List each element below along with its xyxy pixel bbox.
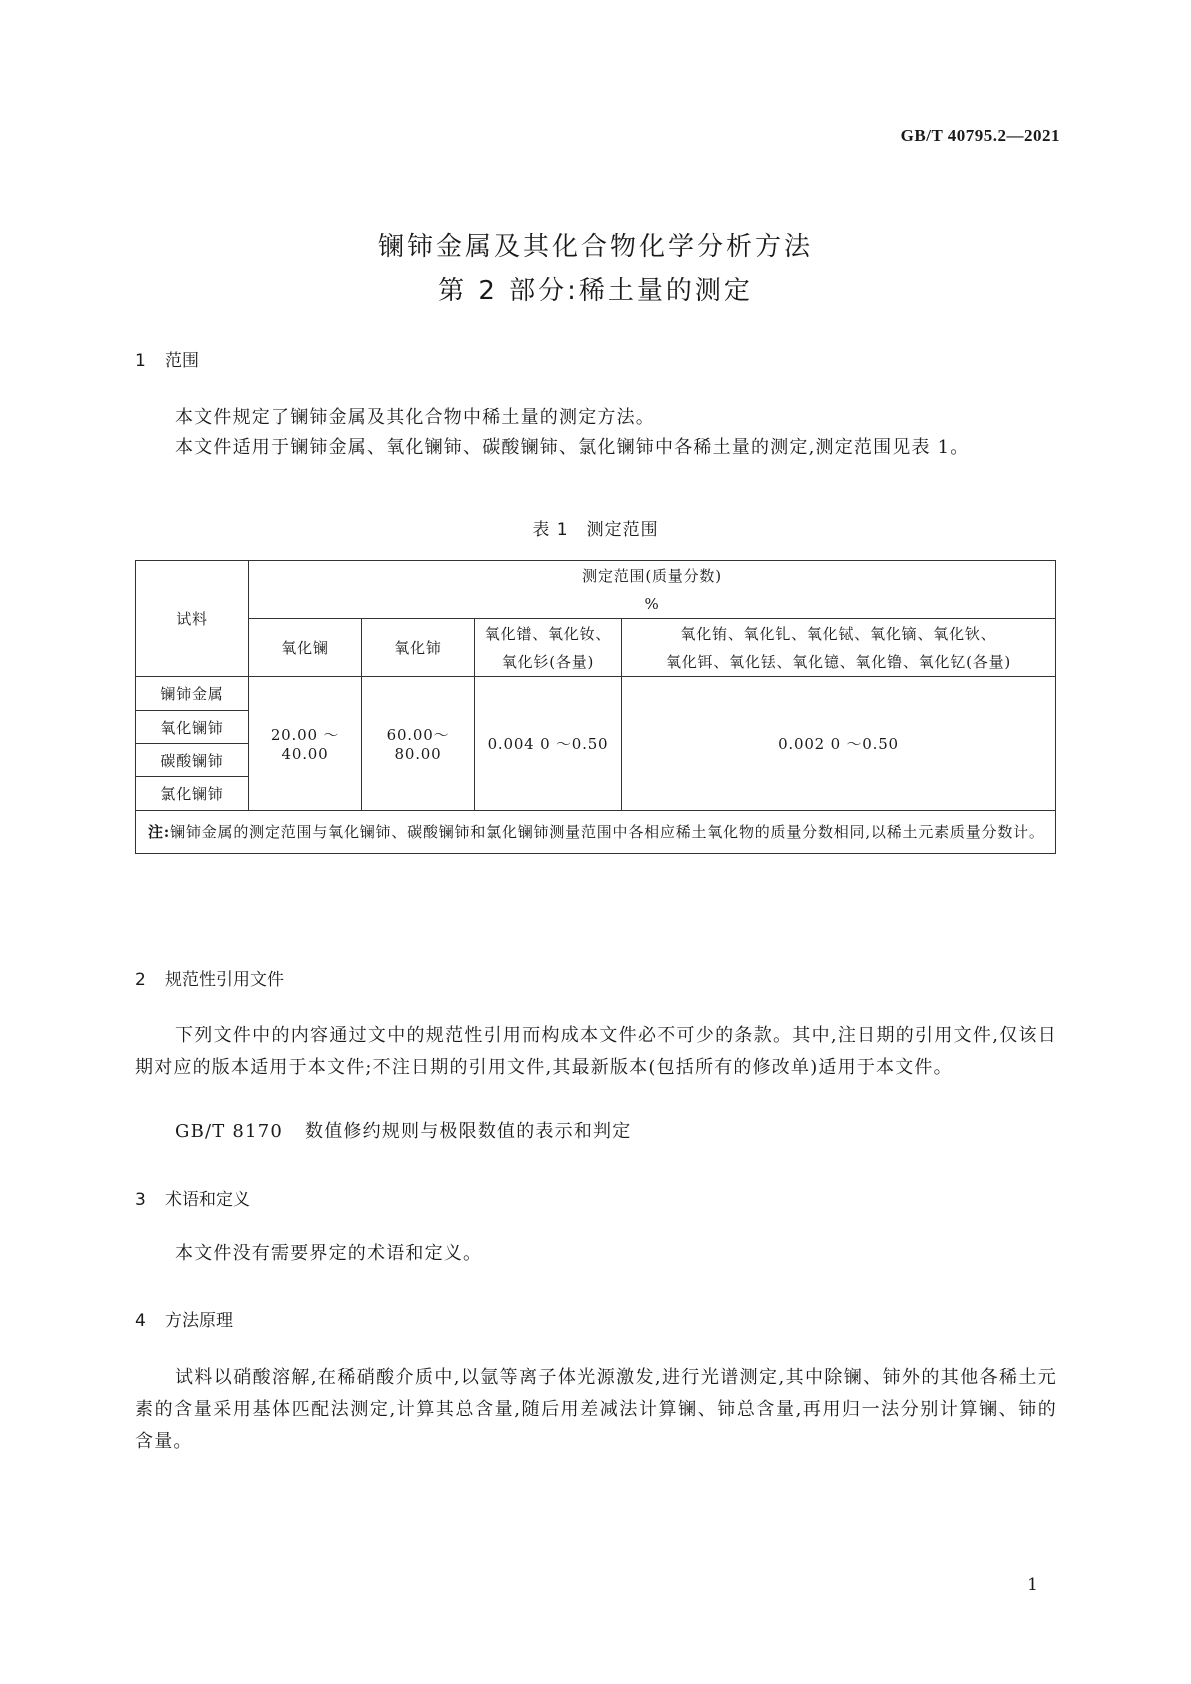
section-number: 3 (135, 1190, 146, 1210)
sample-cell: 镧铈金属 (136, 677, 249, 711)
sample-header: 试料 (136, 561, 249, 677)
section-title: 术语和定义 (165, 1190, 250, 1210)
col-header: 氧化铈 (362, 619, 475, 677)
document-subtitle: 第 2 部分:稀土量的测定 (438, 276, 753, 306)
range-table (135, 560, 1056, 854)
col-header: 氧化镨、氧化钕、 氧化钐(各量) (475, 619, 622, 677)
section-2-paragraph: 下列文件中的内容通过文中的规范性引用而构成本文件必不可少的条款。其中,注日期的引用文件,仅该日期对应的版本适用于本文件;不注日期的引用文件,其最新版本(包括所有的修改单)适用于本文件。 (135, 1025, 1057, 1078)
document-title: 镧铈金属及其化合物化学分析方法 (377, 232, 813, 262)
sample-cell: 氧化镧铈 (136, 711, 249, 744)
col-header: 氧化镧 (249, 619, 362, 677)
section-title: 方法原理 (165, 1311, 233, 1331)
section-1-paragraph: 本文件适用于镧铈金属、氧化镧铈、碳酸镧铈、氯化镧铈中各稀土量的测定,测定范围见表 1。 (175, 437, 970, 458)
section-title: 规范性引用文件 (165, 970, 284, 990)
table-caption: 表 1 测定范围 (532, 520, 659, 540)
section-number: 1 (135, 351, 146, 371)
value-cell: 0.004 0 ～0.50 (475, 677, 622, 811)
col-header: 氧化铕、氧化钆、氧化铽、氧化镝、氧化钬、 氧化铒、氧化铥、氧化镱、氧化镥、氧化钇(各量) (622, 619, 1056, 677)
value-cell: 0.002 0 ～0.50 (622, 677, 1056, 811)
section-number: 2 (135, 970, 146, 990)
note-label: 注: (148, 823, 171, 841)
section-1-heading (135, 346, 199, 371)
value-cell: 20.00 ～ 40.00 (249, 677, 362, 811)
reference-title: 数值修约规则与极限数值的表示和判定 (305, 1121, 632, 1142)
page-number: 1 (1027, 1575, 1038, 1595)
section-4-heading (135, 1306, 233, 1331)
section-3-paragraph: 本文件没有需要界定的术语和定义。 (175, 1243, 483, 1264)
range-header-label: 测定范围(质量分数) (582, 566, 722, 585)
normative-reference (175, 1116, 1055, 1148)
range-header (249, 561, 1056, 619)
section-title: 范围 (165, 351, 199, 371)
value-cell: 60.00～ 80.00 (362, 677, 475, 811)
section-number: 4 (135, 1311, 146, 1331)
section-3-heading (135, 1185, 250, 1210)
section-2-heading (135, 965, 284, 990)
table-note (136, 811, 1056, 854)
unit-label: % (644, 594, 660, 613)
standard-code: GB/T 40795.2—2021 (900, 126, 1060, 145)
section-1-paragraph: 本文件规定了镧铈金属及其化合物中稀土量的测定方法。 (175, 407, 655, 428)
sample-cell: 碳酸镧铈 (136, 744, 249, 777)
note-text: 镧铈金属的测定范围与氧化镧铈、碳酸镧铈和氯化镧铈测量范围中各相应稀土氧化物的质量分数相同,以稀土元素质量分数计。 (170, 823, 1045, 841)
sample-cell: 氯化镧铈 (136, 777, 249, 811)
section-4-paragraph: 试料以硝酸溶解,在稀硝酸介质中,以氩等离子体光源激发,进行光谱测定,其中除镧、铈外的其他各稀土元素的含量采用基体匹配法测定,计算其总含量,随后用差减法计算镧、铈总含量,再用归一法分别计算镧、铈的含量。 (135, 1367, 1057, 1452)
reference-code: GB/T 8170 (175, 1121, 284, 1142)
